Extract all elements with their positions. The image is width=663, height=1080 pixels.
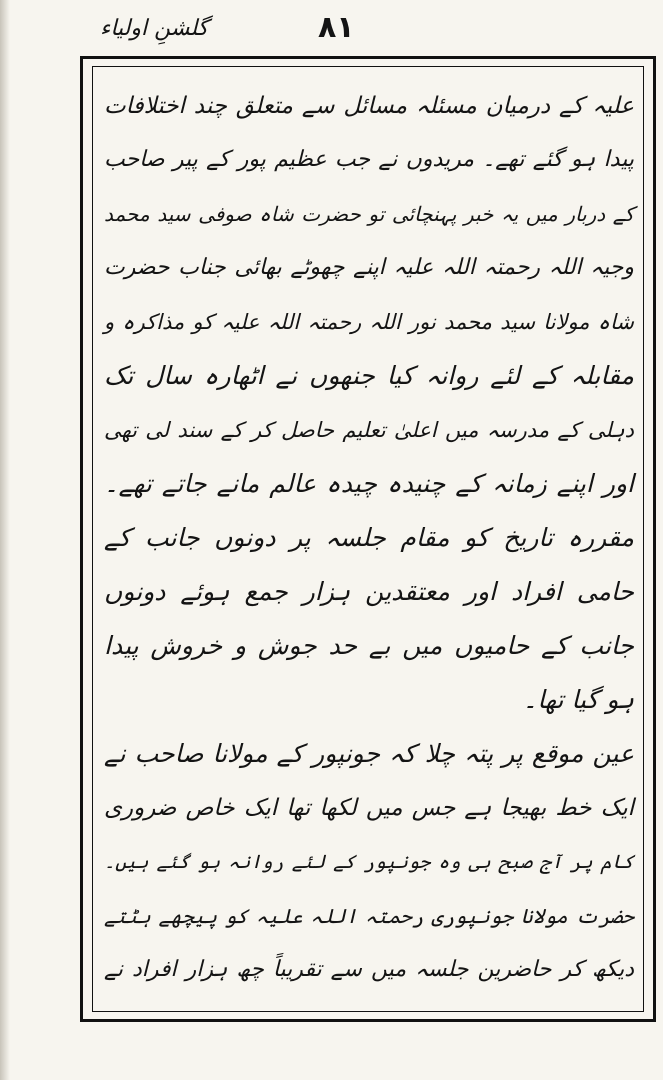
- text-line: ہو گیا تھا۔: [522, 685, 634, 714]
- body-text: [104, 78, 634, 1008]
- text-line: حامی افراد اور معتقدین ہزار جمع ہوئے دونوں: [104, 577, 634, 606]
- text-line: دیکھ کر حاضرین جلسہ میں سے تقریباً چھ ہزار افراد نے: [104, 957, 634, 982]
- text-line: کے دربار میں یہ خبر پہنچائی تو حضرت شاہ صوفی سید محمد: [104, 202, 634, 226]
- text-line: پیدا ہو گئے تھے۔ مریدوں نے جب عظیم پور کے پیر صاحب: [104, 147, 634, 172]
- running-title: گلشنِ اولیاء: [100, 16, 209, 41]
- text-line: شاہ مولانا سید محمد نور اللہ رحمتہ اللہ علیہ کو مذاکرہ و: [104, 310, 634, 334]
- text-line: عین موقع پر پتہ چلا کہ جونپور کے مولانا صاحب نے: [104, 739, 634, 768]
- text-line: مقابلہ کے لئے روانہ کیا جنھوں نے اٹھارہ سال تک: [104, 361, 634, 390]
- text-line: ایک خط بھیجا ہے جس میں لکھا تھا ایک خاص ضروری: [104, 795, 634, 821]
- text-line: مقررہ تاریخ کو مقام جلسہ پر دونوں جانب کے: [104, 523, 634, 552]
- text-line: علیہ کے درمیان مسئلہ مسائل سے متعلق چند اختلافات: [104, 93, 634, 119]
- text-line: کام پر آج صبح ہی وہ جونپور کے لئے روانہ ہو گئے ہیں۔: [104, 851, 634, 873]
- text-line: جانب کے حامیوں میں بے حد جوش و خروش پیدا: [104, 631, 634, 660]
- text-line: اور اپنے زمانہ کے چنیدہ چیدہ عالم مانے جاتے تھے۔: [104, 469, 634, 498]
- page-number: ۸۱: [318, 10, 355, 45]
- text-line: دہلی کے مدرسہ میں اعلیٰ تعلیم حاصل کر کے سند لی تھی: [104, 418, 634, 442]
- page-gutter-shadow: [0, 0, 10, 1080]
- text-line: حضرت مولانا جونپوری رحمتہ اللہ علیہ کو پیچھے ہٹتے: [104, 904, 634, 928]
- page-header: [0, 4, 663, 52]
- text-line: وجیہ اللہ رحمتہ اللہ علیہ اپنے چھوٹے بھائی جناب حضرت: [104, 255, 634, 280]
